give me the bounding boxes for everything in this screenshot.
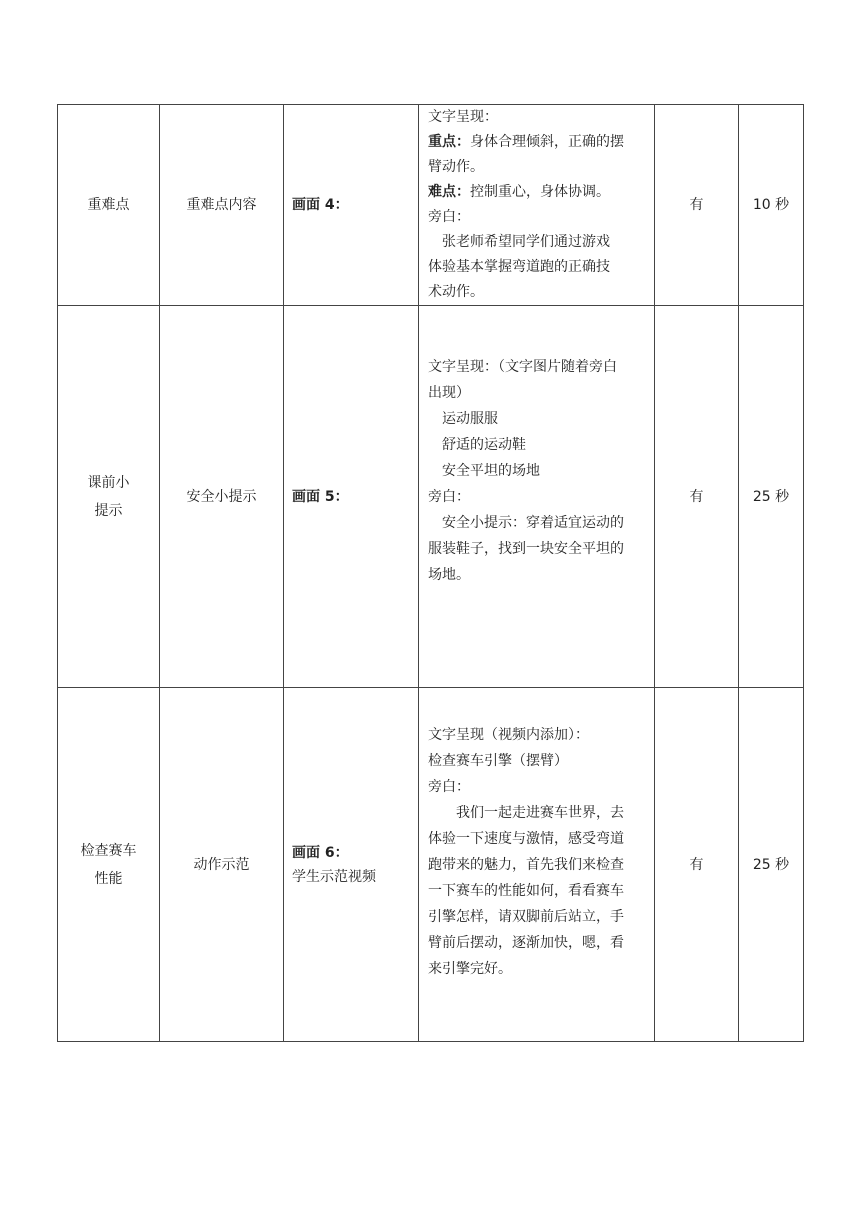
frame-cell xyxy=(284,688,419,1042)
section-cell xyxy=(58,105,160,306)
script-table xyxy=(57,104,804,1042)
has-label: 有 xyxy=(689,856,704,873)
frame-cell xyxy=(284,306,419,688)
text-line: 舒适的运动鞋 xyxy=(442,436,526,453)
difficulty-text: 控制重心，身体协调。 xyxy=(470,184,610,200)
has-cell xyxy=(655,105,739,306)
text-line: 文字呈现： xyxy=(428,109,498,125)
text-line xyxy=(428,130,645,155)
text-line: 术动作。 xyxy=(428,284,484,300)
frame-label: 画面 4： xyxy=(292,197,349,213)
has-cell xyxy=(655,306,739,688)
text-line: 安全小提示：穿着适宜运动的 xyxy=(442,514,624,531)
text-line: 服装鞋子，找到一块安全平坦的 xyxy=(428,540,624,557)
text-line: 文字呈现（视频内添加）： xyxy=(428,726,589,743)
section-cell xyxy=(58,306,160,688)
text-line: 场地。 xyxy=(428,566,470,583)
table-row xyxy=(58,688,804,1042)
text-line: 引擎怎样，请双脚前后站立，手 xyxy=(428,908,624,925)
text-line xyxy=(428,180,645,205)
text-line: 来引擎完好。 xyxy=(428,960,512,977)
text-line: 体验基本掌握弯道跑的正确技 xyxy=(428,259,610,275)
has-cell xyxy=(655,688,739,1042)
text-line: 张老师希望同学们通过游戏 xyxy=(442,234,610,250)
content-type-label: 动作示范 xyxy=(193,856,250,873)
duration-cell xyxy=(739,306,804,688)
text-line: 一下赛车的性能如何，看看赛车 xyxy=(428,882,624,899)
text-line: 臂前后摆动，逐渐加快，嗯，看 xyxy=(428,934,624,951)
has-label: 有 xyxy=(689,488,704,505)
section-cell xyxy=(58,688,160,1042)
duration-cell xyxy=(739,688,804,1042)
text-line: 安全平坦的场地 xyxy=(442,462,540,479)
section-label: 重难点 xyxy=(87,197,130,213)
text-line: 检查赛车引擎（摆臂） xyxy=(428,752,568,769)
text-line: 体验一下速度与激情，感受弯道 xyxy=(428,830,624,847)
duration-cell xyxy=(739,105,804,306)
key-point-text: 身体合理倾斜，正确的摆 xyxy=(470,134,624,150)
duration-label: 25 秒 xyxy=(752,488,790,505)
spacer xyxy=(428,982,645,1008)
table-row xyxy=(58,105,804,306)
frame-subtitle: 学生示范视频 xyxy=(292,868,376,885)
text-line: 旁白： xyxy=(428,488,470,505)
section-label-line2: 提示 xyxy=(94,502,123,519)
content-type-label: 重难点内容 xyxy=(186,197,257,213)
duration-label: 25 秒 xyxy=(752,856,790,873)
table-row xyxy=(58,306,804,688)
frame-label: 画面 5： xyxy=(292,488,349,505)
content-cell xyxy=(419,105,655,306)
content-cell xyxy=(419,688,655,1042)
content-type-cell xyxy=(160,688,284,1042)
key-point-label: 重点： xyxy=(428,134,470,150)
content-type-cell xyxy=(160,105,284,306)
text-line: 臂动作。 xyxy=(428,159,484,175)
text-line: 出现） xyxy=(428,384,470,401)
text-line: 旁白： xyxy=(428,778,470,795)
duration-label: 10 秒 xyxy=(752,197,790,213)
text-line: 旁白： xyxy=(428,209,470,225)
content-cell xyxy=(419,306,655,688)
difficulty-label: 难点： xyxy=(428,184,470,200)
frame-cell xyxy=(284,105,419,306)
frame-label: 画面 6： xyxy=(292,844,349,861)
text-line: 运动服服 xyxy=(442,410,498,427)
content-type-cell xyxy=(160,306,284,688)
spacer xyxy=(428,588,645,640)
content-type-label: 安全小提示 xyxy=(186,488,257,505)
section-label-line1: 课前小 xyxy=(87,474,130,491)
section-label-line2: 性能 xyxy=(94,870,123,887)
has-label: 有 xyxy=(689,197,704,213)
text-line: 我们一起走进赛车世界，去 xyxy=(456,804,624,821)
text-line: 跑带来的魅力，首先我们来检查 xyxy=(428,856,624,873)
text-line: 文字呈现：（文字图片随着旁白 xyxy=(428,358,617,375)
section-label-line1: 检查赛车 xyxy=(80,842,137,859)
